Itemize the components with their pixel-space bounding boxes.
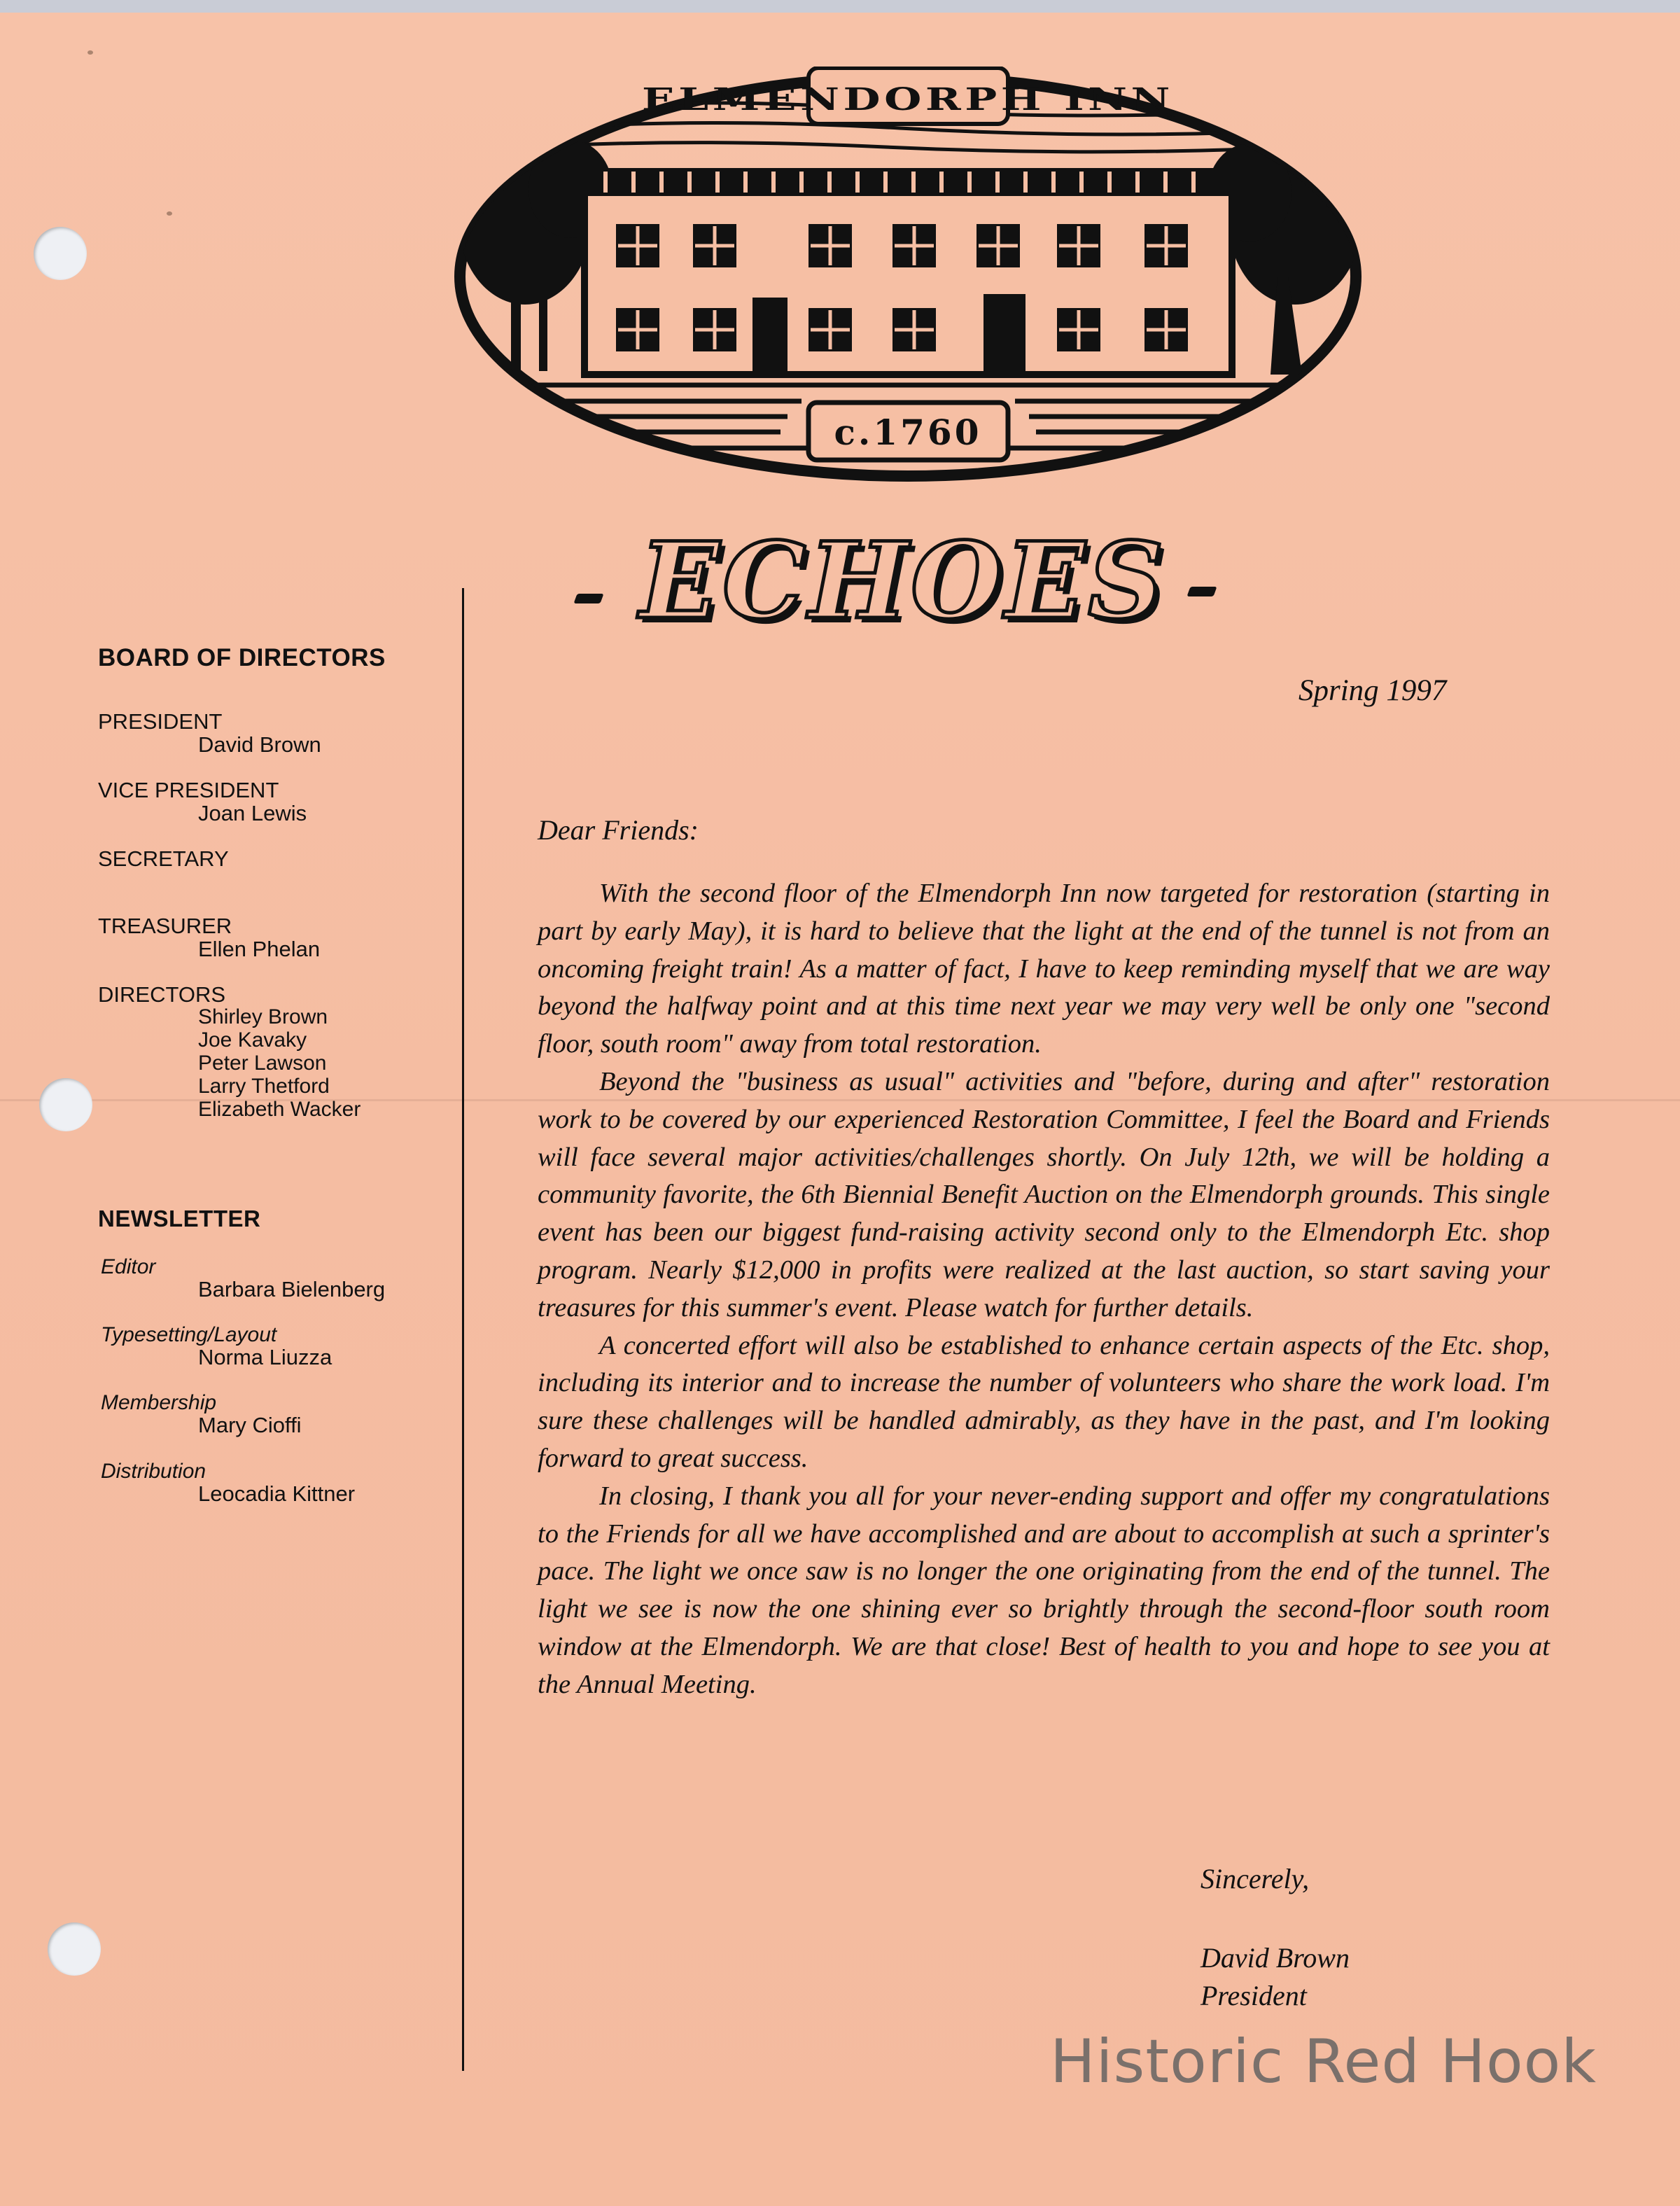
- paper-speck: [88, 50, 93, 55]
- letter-paragraph: In closing, I thank you all for your never-ending support and offer my congratulations to the Friends for all we have accomplished and are about to accomplish at such a sprinter's pace. The light we once saw is no longer the one originating from the end of the tunnel. The light we see is now the one shining ever so brightly through the second-floor south room window at the Elmendorph. We are that close! Best of health to you and hope to see you at the Annual Meeting.: [538, 1481, 1550, 1699]
- officer-name: Ellen Phelan: [198, 937, 321, 961]
- officer-role: SECRETARY: [98, 846, 229, 871]
- director-name: Shirley Brown: [198, 1005, 328, 1028]
- punch-hole: [34, 227, 87, 280]
- staff-name: Leocadia Kittner: [198, 1481, 356, 1506]
- directors-list: [198, 1005, 360, 1121]
- newsletter-heading: NEWSLETTER: [98, 1206, 261, 1231]
- punch-hole: [48, 1922, 101, 1976]
- signer-name: David Brown: [1200, 1942, 1350, 1974]
- officer-role: TREASURER: [98, 914, 232, 938]
- punch-hole: [39, 1078, 92, 1131]
- closing: Sincerely,: [1200, 1863, 1310, 1894]
- director-name: Joe Kavaky: [198, 1028, 307, 1052]
- director-name: Larry Thetford: [198, 1075, 330, 1098]
- column-divider: [462, 588, 464, 2071]
- established-date: c.1760: [834, 412, 982, 453]
- board-heading: BOARD OF DIRECTORS: [98, 644, 386, 671]
- scan-edge: [0, 0, 1680, 13]
- letter-paragraph: With the second floor of the Elmendorph Inn now targeted for restoration (starting in part by early May), it is hard to believe that the light at the end of the tunnel is not from an oncoming freight train! As a matter of fact, I have to keep reminding myself that we are way beyond the halfway point and at this time next year we may very well be only one "second floor, south room" away from total restoration.: [538, 879, 1550, 1059]
- director-name: Elizabeth Wacker: [198, 1098, 361, 1121]
- signer-title: President: [1200, 1980, 1307, 2011]
- letter-paragraph: Beyond the "business as usual" activities and "before, during and after" restoration work to be covered by our experienced Restoration Committee, I feel the Board and Friends will face several major activities/challenges shortly. On July 12th, we will be holding a community favorite, the 6th Biennial Benefit Auction on the Elmendorph grounds. This single event has been our biggest fund-raising activity second only to the Elmendorph Etc. shop program. Nearly $12,000 in profits were realized at the last auction, so start saving your treasures for this summer's event. Please watch for further details.: [538, 1066, 1550, 1322]
- staff-role: Typesetting/Layout: [101, 1323, 277, 1346]
- letter-body: [538, 875, 1550, 1704]
- officer-role: PRESIDENT: [98, 709, 223, 734]
- staff-role: Membership: [101, 1391, 217, 1414]
- directors-label: DIRECTORS: [98, 982, 226, 1007]
- officer-role: VICE PRESIDENT: [98, 778, 279, 802]
- inn-logo: [451, 67, 1365, 487]
- inn-name: ELMENDORPH INN: [642, 82, 1174, 118]
- director-name: Peter Lawson: [198, 1052, 327, 1075]
- staff-role: Editor: [101, 1255, 156, 1278]
- staff-name: Barbara Bielenberg: [198, 1277, 386, 1301]
- signature-block: [1200, 1939, 1350, 2015]
- newsletter-title: ECHOES: [639, 519, 1167, 643]
- watermark: Historic Red Hook: [1050, 2027, 1597, 2097]
- paper-speck: [167, 211, 172, 216]
- staff-name: Mary Cioffi: [198, 1413, 302, 1437]
- title-dash-right: [1186, 587, 1217, 596]
- salutation: Dear Friends:: [538, 814, 699, 846]
- inn-building: [584, 168, 1232, 375]
- staff-name: Norma Liuzza: [198, 1345, 332, 1369]
- issue-date: Spring 1997: [1298, 674, 1447, 707]
- staff-role: Distribution: [101, 1460, 206, 1483]
- officer-name: Joan Lewis: [198, 801, 307, 825]
- letter-paragraph: A concerted effort will also be established to enhance certain aspects of the Etc. shop, including its interior and to increase the number of volunteers who share the work load. I'm sure these challenges will be handled admirably, as they have in the past, and I'm looking forward to great success.: [538, 1330, 1550, 1473]
- officer-name: David Brown: [198, 732, 321, 757]
